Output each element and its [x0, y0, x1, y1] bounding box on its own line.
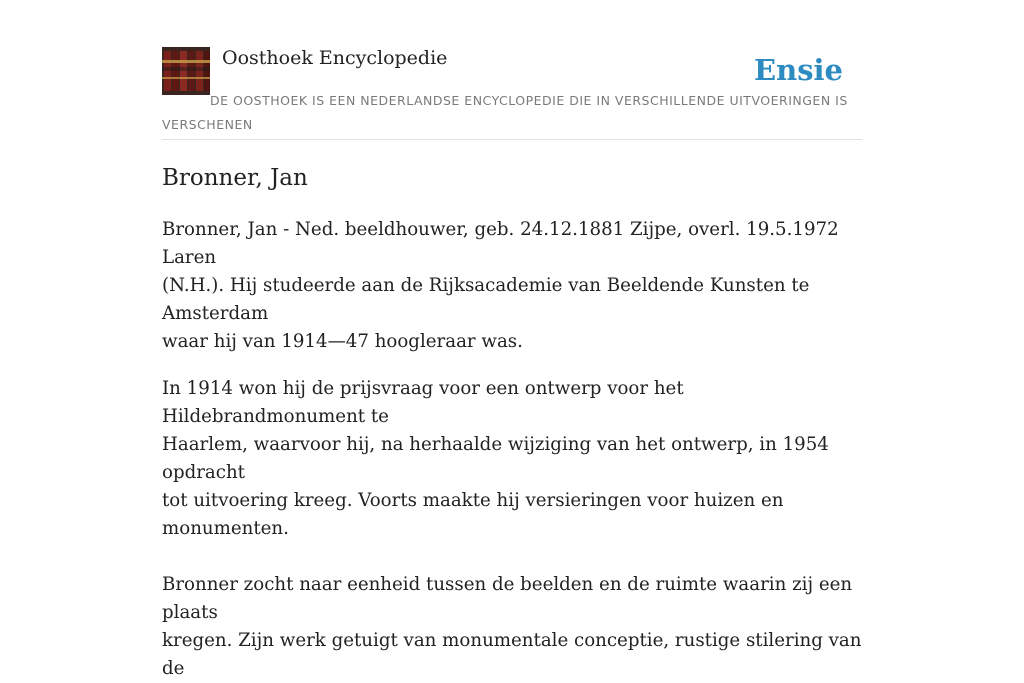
site-tagline: DE OOSTHOEK IS EEN NEDERLANDSE ENCYCLOPEDIE DIE IN VERSCHILLENDE UITVOERINGEN IS VERSCHENEN: [162, 93, 848, 132]
article: [162, 160, 862, 683]
brand-logo[interactable]: Ensie: [754, 53, 843, 87]
article-paragraph: In 1914 won hij de prijsvraag voor een ontwerp voor het Hildebrandmonument te Haarlem, waarvoor hij, na herhaalde wijziging van het ontwerp, in 1954 opdracht tot uitvoering kreeg. Voorts maakte hij versieringen voor huizen en monumenten.: [162, 378, 829, 539]
site-header: [162, 46, 862, 140]
site-name[interactable]: Oosthoek Encyclopedie: [222, 47, 448, 69]
article-title: Bronner, Jan: [162, 165, 308, 191]
encyclopedia-books-icon[interactable]: [162, 47, 210, 95]
article-paragraph: Bronner zocht naar eenheid tussen de beelden en de ruimte waarin zij een plaats kregen. Zijn werk getuigt van monumentale conceptie, rustige stilering van de: [162, 574, 862, 679]
article-paragraph: Bronner, Jan - Ned. beeldhouwer, geb. 24.12.1881 Zijpe, overl. 19.5.1972 Laren (N.H.). Hij studeerde aan de Rijksacademie van Beeldende Kunsten te Amsterdam waar hij van 1914—47 hoogleraar was.: [162, 219, 839, 352]
